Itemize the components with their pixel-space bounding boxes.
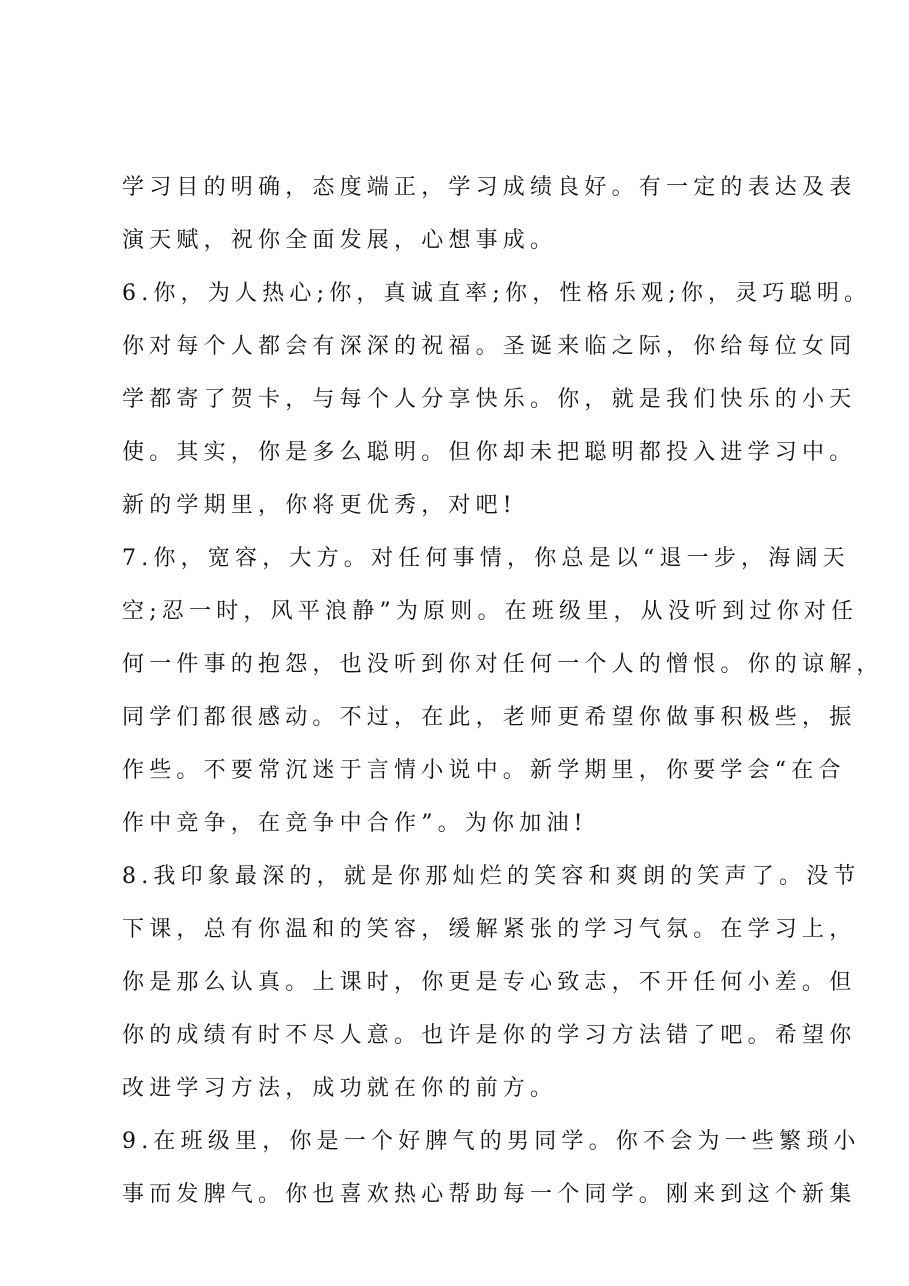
text-line: 何一件事的抱怨，也没听到你对任何一个人的憎恨。你的谅解， xyxy=(122,652,884,677)
text-line: 8.我印象最深的，就是你那灿烂的笑容和爽朗的笑声了。没节 xyxy=(122,864,861,889)
text-line: 7.你，宽容，大方。对任何事情，你总是以“退一步，海阔天 xyxy=(122,546,850,571)
text-line: 同学们都很感动。不过，在此，老师更希望你做事积极些，振 xyxy=(122,705,857,730)
text-line: 新的学期里，你将更优秀，对吧! xyxy=(122,493,517,518)
text-line: 你的成绩有时不尽人意。也许是你的学习方法错了吧。希望你 xyxy=(122,1023,857,1048)
text-line: 改进学习方法，成功就在你的前方。 xyxy=(122,1076,558,1101)
text-line: 使。其实，你是多么聪明。但你却未把聪明都投入进学习中。 xyxy=(122,440,857,465)
text-line: 作些。不要常沉迷于言情小说中。新学期里，你要学会“在合 xyxy=(122,758,846,783)
text-line: 你是那么认真。上课时，你更是专心致志，不开任何小差。但 xyxy=(122,970,857,995)
text-line: 6.你，为人热心;你，真诚直率;你，性格乐观;你，灵巧聪明。 xyxy=(122,281,872,306)
text-line: 下课，总有你温和的笑容，缓解紧张的学习气氛。在学习上， xyxy=(122,917,857,942)
text-line: 9.在班级里，你是一个好脾气的男同学。你不会为一些繁琐小 xyxy=(122,1129,861,1154)
text-line: 学都寄了贺卡，与每个人分享快乐。你，就是我们快乐的小天 xyxy=(122,387,857,412)
text-line: 事而发脾气。你也喜欢热心帮助每一个同学。刚来到这个新集 xyxy=(122,1182,857,1207)
text-line: 演天赋，祝你全面发展，心想事成。 xyxy=(122,228,558,253)
text-line: 空;忍一时，风平浪静”为原则。在班级里，从没听到过你对任 xyxy=(122,599,859,624)
document-body xyxy=(122,161,884,1221)
text-line: 作中竞争，在竞争中合作”。为你加油! xyxy=(122,811,588,836)
text-line: 你对每个人都会有深深的祝福。圣诞来临之际，你给每位女同 xyxy=(122,334,857,359)
text-line: 学习目的明确，态度端正，学习成绩良好。有一定的表达及表 xyxy=(122,175,857,200)
